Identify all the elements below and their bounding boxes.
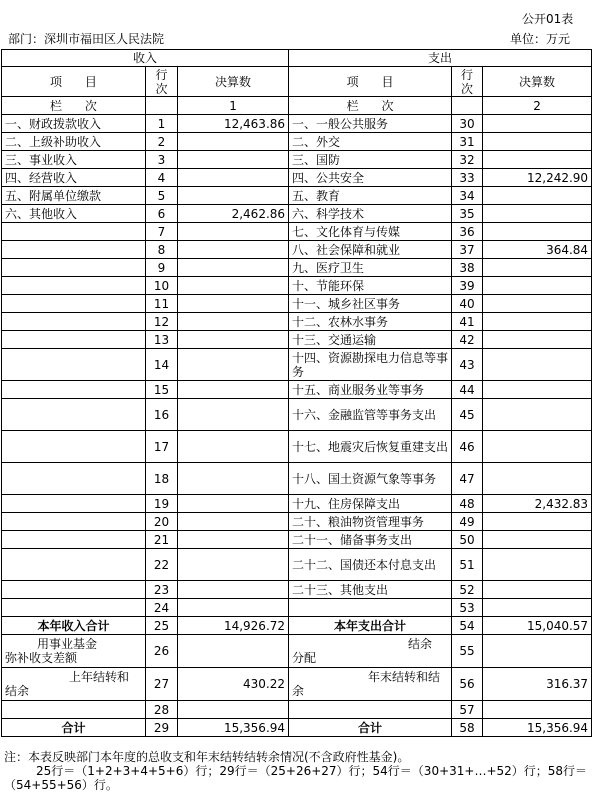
table-row bbox=[2, 259, 592, 277]
expense-amount bbox=[483, 581, 592, 599]
income-amount bbox=[178, 431, 289, 463]
table-row bbox=[2, 169, 592, 187]
table-row bbox=[2, 599, 592, 617]
income-row-no: 17 bbox=[146, 431, 178, 463]
expense-item: 十六、金融监管等事务支出 bbox=[289, 399, 452, 431]
expense-amount bbox=[483, 463, 592, 495]
fund-row bbox=[2, 635, 592, 668]
expense-row-no: 50 bbox=[452, 531, 483, 549]
expense-row-no: 47 bbox=[452, 463, 483, 495]
expense-item-header: 项 目 bbox=[289, 67, 452, 97]
income-item: 四、经营收入 bbox=[2, 169, 146, 187]
grand-income-label: 合计 bbox=[2, 719, 146, 737]
income-item: 一、财政拨款收入 bbox=[2, 115, 146, 133]
expense-item: 一、一般公共服务 bbox=[289, 115, 452, 133]
income-amount bbox=[178, 259, 289, 277]
expense-amount: 2,432.83 bbox=[483, 495, 592, 513]
income-row-no: 14 bbox=[146, 349, 178, 381]
table-row bbox=[2, 187, 592, 205]
expense-item: 三、国防 bbox=[289, 151, 452, 169]
fund-income-label bbox=[2, 635, 146, 668]
income-amount bbox=[178, 295, 289, 313]
income-item: 六、其他收入 bbox=[2, 205, 146, 223]
income-amount: 12,463.86 bbox=[178, 115, 289, 133]
expense-row-no: 51 bbox=[452, 549, 483, 581]
fund-expense-label-a: 结余 bbox=[408, 637, 433, 651]
expense-row-no: 38 bbox=[452, 259, 483, 277]
expense-amount bbox=[483, 115, 592, 133]
income-item bbox=[2, 295, 146, 313]
expense-item: 十、节能环保 bbox=[289, 277, 452, 295]
footnote-line-2: 25行＝（1+2+3+4+5+6）行；29行＝（25+26+27）行；54行＝（30+31+…+52）行；58行＝ bbox=[36, 764, 588, 778]
expense-amount-header: 决算数 bbox=[483, 67, 592, 97]
expense-item bbox=[289, 599, 452, 617]
column-header-row bbox=[2, 67, 592, 97]
expense-item: 十九、住房保障支出 bbox=[289, 495, 452, 513]
expense-item: 十二、农林水事务 bbox=[289, 313, 452, 331]
income-total-label: 本年收入合计 bbox=[2, 617, 146, 635]
income-item bbox=[2, 399, 146, 431]
unit-label: 单位：万元 bbox=[510, 32, 571, 46]
income-header: 收入 bbox=[2, 50, 289, 67]
expense-item: 七、文化体育与传媒 bbox=[289, 223, 452, 241]
income-item: 五、附属单位缴款 bbox=[2, 187, 146, 205]
expense-amount bbox=[483, 513, 592, 531]
expense-amount bbox=[483, 531, 592, 549]
income-item bbox=[2, 513, 146, 531]
income-amount bbox=[178, 331, 289, 349]
expense-amount bbox=[483, 277, 592, 295]
income-row-no: 24 bbox=[146, 599, 178, 617]
seq-row bbox=[2, 97, 592, 115]
table-row bbox=[2, 277, 592, 295]
expense-row-no: 46 bbox=[452, 431, 483, 463]
income-amount bbox=[178, 169, 289, 187]
fund-income-label-b: 弥补收支差额 bbox=[5, 651, 78, 665]
footnote-line-3: （54+55+56）行。 bbox=[4, 778, 118, 792]
grand-expense-row-no: 58 bbox=[452, 719, 483, 737]
footnote-line-1: 注：本表反映部门本年度的总收支和年末结转结转余情况(不含政府性基金)。 bbox=[4, 750, 410, 764]
income-row-no: 16 bbox=[146, 399, 178, 431]
income-row-no: 15 bbox=[146, 381, 178, 399]
table-row bbox=[2, 431, 592, 463]
expense-row-no: 31 bbox=[452, 133, 483, 151]
expense-item: 八、社会保障和就业 bbox=[289, 241, 452, 259]
blank-income-label bbox=[2, 701, 146, 719]
income-row-no: 9 bbox=[146, 259, 178, 277]
expense-amount bbox=[483, 223, 592, 241]
expense-row-header-text: 行次 bbox=[461, 67, 474, 96]
fund-income-row-no: 26 bbox=[146, 635, 178, 668]
income-amount bbox=[178, 599, 289, 617]
table-row bbox=[2, 581, 592, 599]
income-amount bbox=[178, 313, 289, 331]
expense-seq-empty bbox=[452, 97, 483, 115]
income-item bbox=[2, 581, 146, 599]
expense-row-header bbox=[452, 67, 483, 97]
expense-row-no: 33 bbox=[452, 169, 483, 187]
income-item bbox=[2, 495, 146, 513]
grand-total-row bbox=[2, 719, 592, 737]
expense-row-no: 48 bbox=[452, 495, 483, 513]
expense-item: 四、公共安全 bbox=[289, 169, 452, 187]
income-item bbox=[2, 241, 146, 259]
income-amount bbox=[178, 277, 289, 295]
table-row bbox=[2, 205, 592, 223]
expense-amount: 364.84 bbox=[483, 241, 592, 259]
carry-income-label-a: 上年结转和 bbox=[69, 670, 130, 684]
income-amount bbox=[178, 581, 289, 599]
income-row-no: 12 bbox=[146, 313, 178, 331]
grand-income-amount: 15,356.94 bbox=[178, 719, 289, 737]
expense-item: 十八、国土资源气象等事务 bbox=[289, 463, 452, 495]
expense-item: 十一、城乡社区事务 bbox=[289, 295, 452, 313]
expense-amount bbox=[483, 205, 592, 223]
expense-item: 二十三、其他支出 bbox=[289, 581, 452, 599]
blank-income-row-no: 28 bbox=[146, 701, 178, 719]
income-item bbox=[2, 259, 146, 277]
income-item-header: 项 目 bbox=[2, 67, 146, 97]
income-item bbox=[2, 381, 146, 399]
table-row bbox=[2, 495, 592, 513]
fund-expense-label-b: 分配 bbox=[292, 651, 317, 665]
expense-row-no: 36 bbox=[452, 223, 483, 241]
expense-item: 十五、商业服务业等事务 bbox=[289, 381, 452, 399]
total-year-row bbox=[2, 617, 592, 635]
expense-item: 六、科学技术 bbox=[289, 205, 452, 223]
income-amount bbox=[178, 513, 289, 531]
expense-item: 二十一、储备事务支出 bbox=[289, 531, 452, 549]
income-seq-label: 栏 次 bbox=[2, 97, 146, 115]
carry-income-row-no: 27 bbox=[146, 668, 178, 701]
table-row bbox=[2, 399, 592, 431]
expense-amount bbox=[483, 549, 592, 581]
blank-expense-label bbox=[289, 701, 452, 719]
expense-amount bbox=[483, 399, 592, 431]
income-row-header bbox=[146, 67, 178, 97]
table-row bbox=[2, 513, 592, 531]
footnote bbox=[4, 750, 587, 792]
income-seq-number: 1 bbox=[178, 97, 289, 115]
grand-expense-amount: 15,356.94 bbox=[483, 719, 592, 737]
income-row-no: 21 bbox=[146, 531, 178, 549]
income-amount-header: 决算数 bbox=[178, 67, 289, 97]
expense-row-no: 34 bbox=[452, 187, 483, 205]
expense-row-no: 43 bbox=[452, 349, 483, 381]
blank-row bbox=[2, 701, 592, 719]
expense-row-no: 41 bbox=[452, 313, 483, 331]
expense-amount bbox=[483, 431, 592, 463]
expense-item: 九、医疗卫生 bbox=[289, 259, 452, 277]
department-label: 部门：深圳市福田区人民法院 bbox=[8, 32, 165, 46]
income-amount bbox=[178, 381, 289, 399]
income-total-row-no: 25 bbox=[146, 617, 178, 635]
income-row-no: 1 bbox=[146, 115, 178, 133]
income-amount bbox=[178, 399, 289, 431]
grand-income-row-no: 29 bbox=[146, 719, 178, 737]
expense-row-no: 52 bbox=[452, 581, 483, 599]
expense-header: 支出 bbox=[289, 50, 592, 67]
table-row bbox=[2, 295, 592, 313]
expense-amount bbox=[483, 259, 592, 277]
expense-amount bbox=[483, 313, 592, 331]
income-row-no: 5 bbox=[146, 187, 178, 205]
income-amount bbox=[178, 241, 289, 259]
fund-expense-amount bbox=[483, 635, 592, 668]
income-item: 三、事业收入 bbox=[2, 151, 146, 169]
income-row-no: 22 bbox=[146, 549, 178, 581]
carry-expense-label bbox=[289, 668, 452, 701]
expense-amount bbox=[483, 331, 592, 349]
expense-row-no: 37 bbox=[452, 241, 483, 259]
income-row-no: 19 bbox=[146, 495, 178, 513]
table-row bbox=[2, 531, 592, 549]
expense-item: 二、外交 bbox=[289, 133, 452, 151]
table-row bbox=[2, 331, 592, 349]
income-item bbox=[2, 531, 146, 549]
table-row bbox=[2, 313, 592, 331]
income-seq-empty bbox=[146, 97, 178, 115]
income-amount bbox=[178, 349, 289, 381]
income-row-header-text: 行次 bbox=[155, 67, 168, 96]
expense-amount bbox=[483, 349, 592, 381]
income-amount: 2,462.86 bbox=[178, 205, 289, 223]
income-item bbox=[2, 349, 146, 381]
expense-total-row-no: 54 bbox=[452, 617, 483, 635]
expense-row-no: 45 bbox=[452, 399, 483, 431]
income-row-no: 23 bbox=[146, 581, 178, 599]
fund-expense-row-no: 55 bbox=[452, 635, 483, 668]
table-row bbox=[2, 115, 592, 133]
income-row-no: 4 bbox=[146, 169, 178, 187]
income-amount bbox=[178, 531, 289, 549]
income-row-no: 6 bbox=[146, 205, 178, 223]
expense-row-no: 35 bbox=[452, 205, 483, 223]
expense-item: 十七、地震灾后恢复重建支出 bbox=[289, 431, 452, 463]
expense-item: 十四、资源勘探电力信息等事务 bbox=[289, 349, 452, 381]
income-amount bbox=[178, 133, 289, 151]
table-row bbox=[2, 241, 592, 259]
table-row bbox=[2, 549, 592, 581]
expense-amount: 12,242.90 bbox=[483, 169, 592, 187]
carry-income-label-b: 结余 bbox=[5, 684, 30, 698]
expense-row-no: 44 bbox=[452, 381, 483, 399]
expense-item: 五、教育 bbox=[289, 187, 452, 205]
income-total-amount: 14,926.72 bbox=[178, 617, 289, 635]
table-row bbox=[2, 463, 592, 495]
expense-amount bbox=[483, 133, 592, 151]
fund-income-label-a: 用事业基金 bbox=[37, 637, 98, 651]
expense-item: 十三、交通运输 bbox=[289, 331, 452, 349]
expense-amount bbox=[483, 151, 592, 169]
income-row-no: 20 bbox=[146, 513, 178, 531]
income-amount bbox=[178, 463, 289, 495]
expense-seq-number: 2 bbox=[483, 97, 592, 115]
expense-row-no: 39 bbox=[452, 277, 483, 295]
income-item bbox=[2, 599, 146, 617]
income-amount bbox=[178, 151, 289, 169]
expense-amount bbox=[483, 187, 592, 205]
income-row-no: 18 bbox=[146, 463, 178, 495]
income-item bbox=[2, 331, 146, 349]
income-item: 二、上级补助收入 bbox=[2, 133, 146, 151]
income-item bbox=[2, 431, 146, 463]
carry-expense-row-no: 56 bbox=[452, 668, 483, 701]
table-row bbox=[2, 133, 592, 151]
income-amount bbox=[178, 223, 289, 241]
expense-amount bbox=[483, 599, 592, 617]
blank-expense-amount bbox=[483, 701, 592, 719]
income-item bbox=[2, 313, 146, 331]
expense-row-no: 53 bbox=[452, 599, 483, 617]
expense-row-no: 30 bbox=[452, 115, 483, 133]
carry-expense-label-b: 余 bbox=[292, 684, 305, 698]
table-row bbox=[2, 151, 592, 169]
table-row bbox=[2, 349, 592, 381]
income-amount bbox=[178, 549, 289, 581]
expense-amount bbox=[483, 381, 592, 399]
expense-seq-label: 栏 次 bbox=[289, 97, 452, 115]
grand-expense-label: 合计 bbox=[289, 719, 452, 737]
table-row bbox=[2, 223, 592, 241]
income-item bbox=[2, 463, 146, 495]
expense-total-amount: 15,040.57 bbox=[483, 617, 592, 635]
fund-expense-label bbox=[289, 635, 452, 668]
income-amount bbox=[178, 495, 289, 513]
income-item bbox=[2, 223, 146, 241]
carry-expense-label-a: 年末结转和结 bbox=[368, 670, 441, 684]
income-item bbox=[2, 549, 146, 581]
section-header-row bbox=[2, 50, 592, 67]
income-row-no: 8 bbox=[146, 241, 178, 259]
income-row-no: 7 bbox=[146, 223, 178, 241]
table-row bbox=[2, 381, 592, 399]
fund-income-amount bbox=[178, 635, 289, 668]
expense-row-no: 49 bbox=[452, 513, 483, 531]
budget-table bbox=[1, 49, 592, 737]
income-amount bbox=[178, 187, 289, 205]
carry-row bbox=[2, 668, 592, 701]
expense-item: 二十二、国债还本付息支出 bbox=[289, 549, 452, 581]
income-row-no: 13 bbox=[146, 331, 178, 349]
carry-income-label bbox=[2, 668, 146, 701]
blank-expense-row-no: 57 bbox=[452, 701, 483, 719]
expense-row-no: 42 bbox=[452, 331, 483, 349]
expense-total-label: 本年支出合计 bbox=[289, 617, 452, 635]
carry-income-amount: 430.22 bbox=[178, 668, 289, 701]
income-row-no: 2 bbox=[146, 133, 178, 151]
income-row-no: 3 bbox=[146, 151, 178, 169]
expense-row-no: 32 bbox=[452, 151, 483, 169]
income-row-no: 11 bbox=[146, 295, 178, 313]
income-row-no: 10 bbox=[146, 277, 178, 295]
expense-amount bbox=[483, 295, 592, 313]
carry-expense-amount: 316.37 bbox=[483, 668, 592, 701]
table-code: 公开01表 bbox=[522, 12, 574, 26]
expense-item: 二十、粮油物资管理事务 bbox=[289, 513, 452, 531]
blank-income-amount bbox=[178, 701, 289, 719]
expense-row-no: 40 bbox=[452, 295, 483, 313]
income-item bbox=[2, 277, 146, 295]
